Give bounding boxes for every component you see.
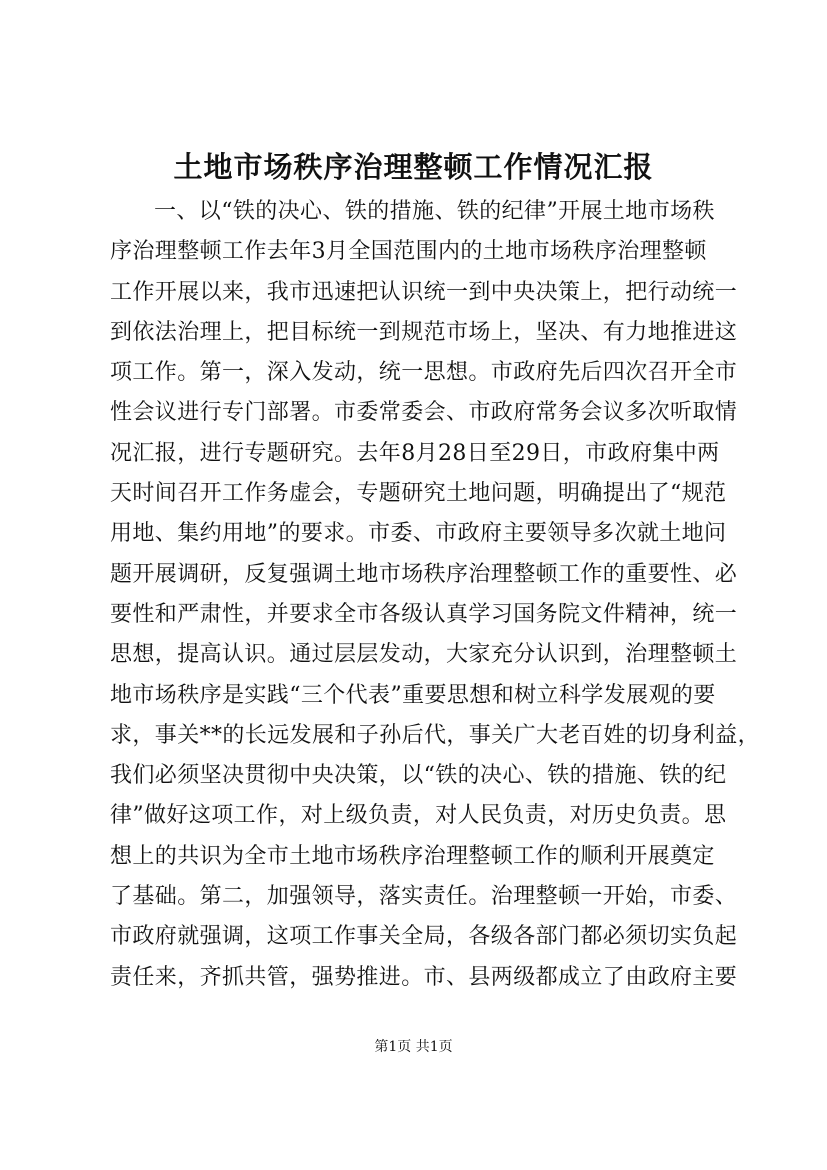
body-line: 项工作。第一，深入发动，统一思想。市政府先后四次召开全市 — [110, 360, 738, 386]
document-title: 土地市场秩序治理整顿工作情况汇报 — [173, 150, 654, 184]
body-line: 况汇报，进行专题研究。去年8月28日至29日，市政府集中两 — [110, 440, 720, 466]
body-line: 天时间召开工作务虚会，专题研究土地问题，明确提出了“规范 — [110, 481, 727, 507]
page-footer: 第1页 共1页 — [374, 1039, 453, 1055]
body-line: 一、以“铁的决心、铁的措施、铁的纪律”开展土地市场秩 — [154, 199, 715, 224]
body-line: 思想，提高认识。通过层层发动，大家充分认识到，治理整顿土 — [110, 642, 738, 668]
body-line: 想上的共识为全市土地市场秩序治理整顿工作的顺利开展奠定 — [110, 843, 715, 869]
body-line: 用地、集约用地”的要求。市委、市政府主要领导多次就土地问 — [110, 521, 727, 547]
body-line: 要性和严肃性，并要求全市各级认真学习国务院文件精神，统一 — [110, 601, 738, 627]
body-line: 地市场秩序是实践“三个代表”重要思想和树立科学发展观的要 — [110, 682, 716, 708]
body-line: 序治理整顿工作去年3月全国范围内的土地市场秩序治理整顿 — [110, 239, 707, 265]
body-line: 律”做好这项工作，对上级负责，对人民负责，对历史负责。思 — [110, 803, 727, 829]
body-line: 工作开展以来，我市迅速把认识统一到中央决策上，把行动统一 — [110, 279, 738, 305]
body-line: 市政府就强调，这项工作事关全局，各级各部门都必须切实负起 — [110, 924, 738, 950]
body-line: 求，事关**的长远发展和子孙后代，事关广大老百姓的切身利益， — [110, 722, 761, 748]
body-line: 我们必须坚决贯彻中央决策，以“铁的决心、铁的措施、铁的纪 — [110, 763, 727, 789]
body-line: 题开展调研，反复强调土地市场秩序治理整顿工作的重要性、必 — [110, 561, 738, 587]
document-body — [110, 192, 827, 998]
body-line: 性会议进行专门部署。市委常委会、市政府常务会议多次听取情 — [110, 400, 738, 426]
body-line: 责任来，齐抓共管，强势推进。市、县两级都成立了由政府主要 — [110, 964, 738, 990]
body-line: 了基础。第二，加强领导，落实责任。治理整顿一开始，市委、 — [110, 884, 738, 910]
body-line: 到依法治理上，把目标统一到规范市场上，坚决、有力地推进这 — [110, 319, 738, 345]
